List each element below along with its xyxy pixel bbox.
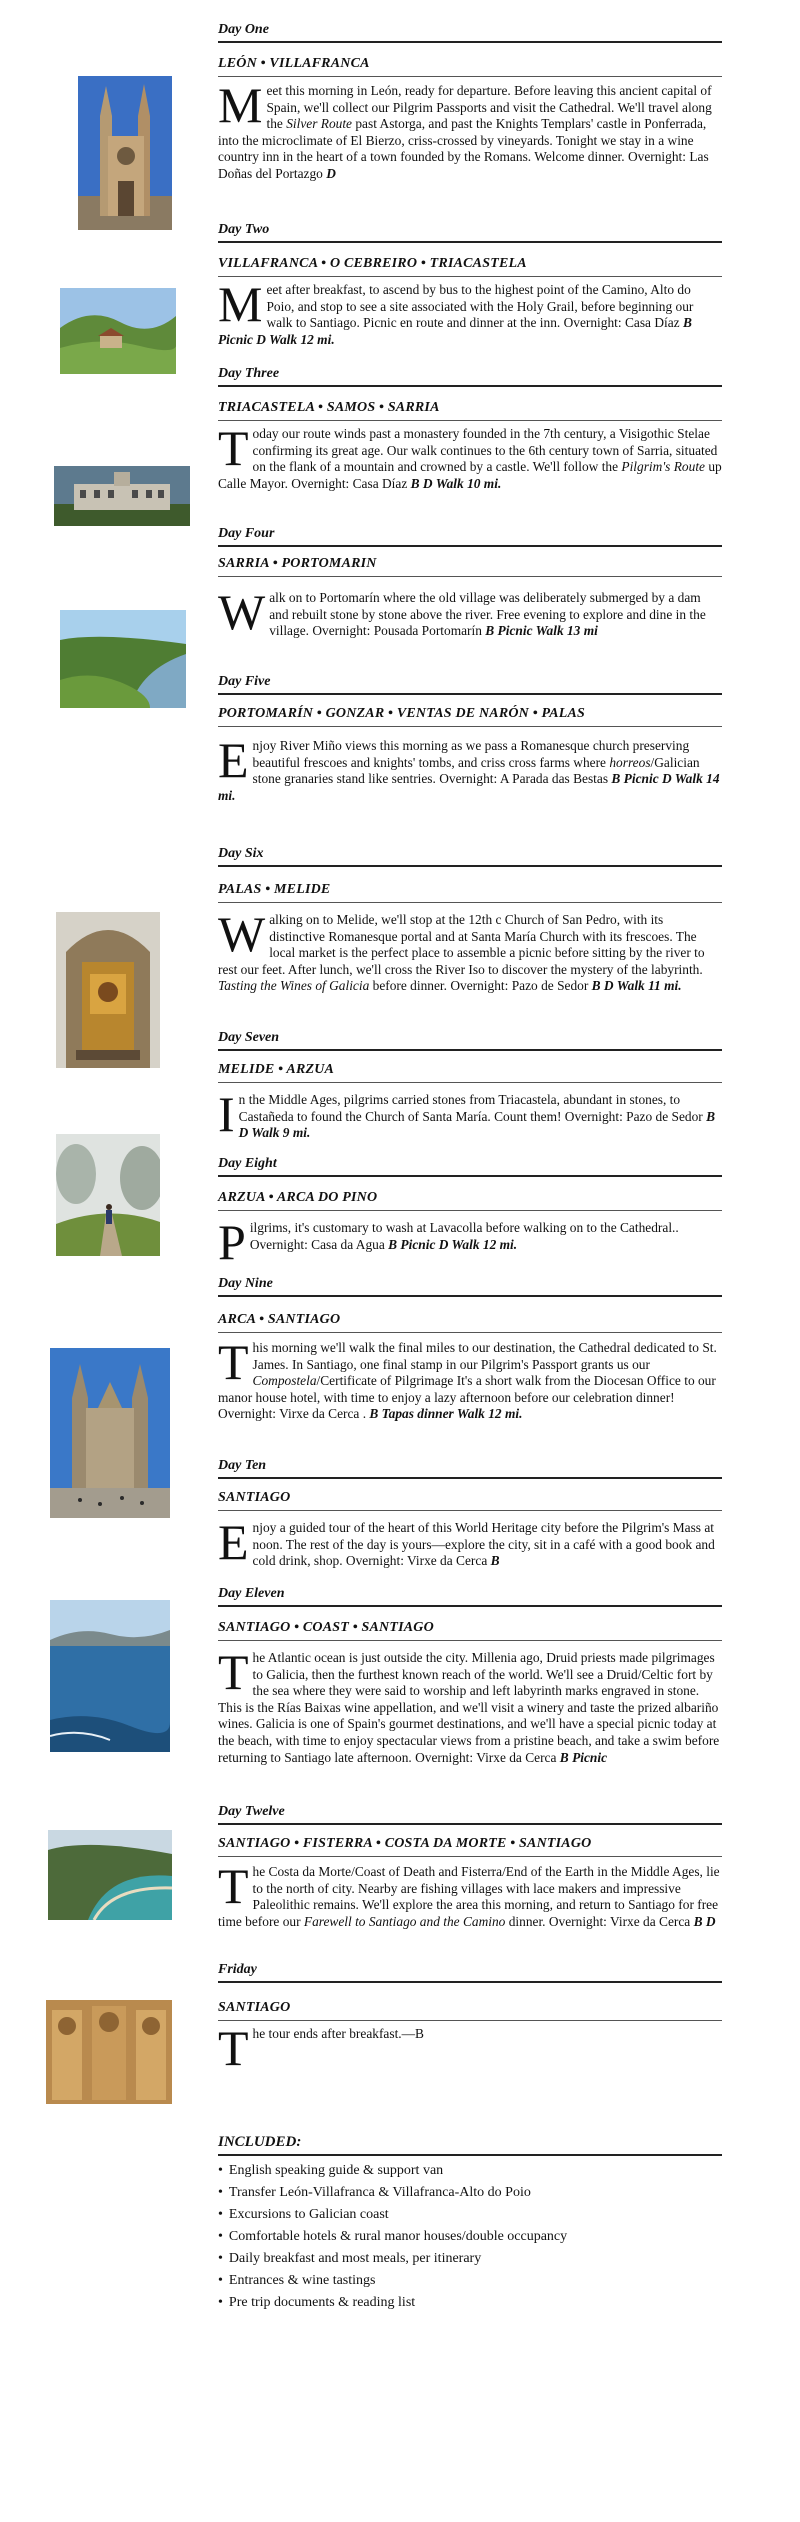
drop-cap: P xyxy=(218,1214,246,1270)
drop-cap: T xyxy=(218,2020,249,2076)
day-label: Day Ten xyxy=(218,1458,722,1479)
day-meals: B D Walk 11 mi. xyxy=(591,978,682,994)
day-description: In the Middle Ages, pilgrims carried stones from Triacastela, abundant in stones, to Castañeda to found the Church of Santa María. Count them! Overnight: Pazo de Sedor B D Walk 9 mi. xyxy=(218,1086,716,1142)
day-meals: B Picnic D Walk 12 mi. xyxy=(388,1236,518,1252)
photo-misty-path xyxy=(56,1134,160,1256)
day-label: Friday xyxy=(218,1962,722,1983)
day-description: Walking on to Melide, we'll stop at the 12th c Church of San Pedro, with its distinctive Romanesque portal and at Santa María Church with its frescoes. The local market is the perfect place to assemble a picnic before sitting by the river to rest our feet. After lunch, we'll cross the River Iso to discover the mystery of the labyrinth. Tasting the Wines of Galicia before dinner. Overnight: Pazo de Sedor B D Walk 11 mi. xyxy=(218,906,705,994)
photo-leon-cathedral xyxy=(78,76,172,230)
day-route: PORTOMARÍN • GONZAR • VENTAS DE NARÓN • PALAS xyxy=(218,706,722,727)
day-label: Day Three xyxy=(218,366,722,387)
drop-cap: I xyxy=(218,1086,235,1142)
day-meals: D xyxy=(326,165,336,181)
day-label: Day Eleven xyxy=(218,1586,722,1607)
photo-fisterra-bay xyxy=(48,1830,172,1920)
day-label: Day Two xyxy=(218,222,722,243)
day-description: Meet this morning in León, ready for departure. Before leaving this ancient capital of Spain, we'll collect our Pilgrim Passports and visit the Cathedral. We'll travel along the Silver Route past Astorga, and past the Knights Templars' castle in Ponferrada, into the microclimate of El Bierzo, criss-crossed by vineyards. Tonight we stay in a wine country inn in the heart of a town founded by the Romans. Welcome dinner. Overnight: Las Doñas del Portazgo D xyxy=(218,77,712,181)
day-meals: B D Walk 9 mi. xyxy=(238,1108,716,1141)
photo-samos-monastery xyxy=(54,466,190,526)
day-route: SANTIAGO • COAST • SANTIAGO xyxy=(218,1620,722,1641)
day-meals: B Picnic xyxy=(559,1749,608,1765)
day-label: Day Seven xyxy=(218,1030,722,1051)
included-item: • Entrances & wine tastings xyxy=(218,2270,567,2292)
day-description: This morning we'll walk the final miles to our destination, the Cathedral dedicated to St. James. In Santiago, one final stamp in our Pilgrim's Passport grants us our Compostela/Certificate of Pilgrimage It's a short walk from the Diocesan Office to our manor house hotel, with time to enjoy a lazy afternoon before our celebration dinner! Overnight: Virxe da Cerca . B Tapas dinner Walk 12 mi. xyxy=(218,1334,717,1422)
day-route: SANTIAGO • FISTERRA • COSTA DA MORTE • SANTIAGO xyxy=(218,1836,722,1857)
included-heading: INCLUDED: xyxy=(218,2134,722,2156)
day-description: The tour ends after breakfast.—B xyxy=(218,2020,424,2076)
day-meals: B Picnic D Walk 12 mi. xyxy=(218,315,692,347)
day-description: Walk on to Portomarín where the old village was deliberately submerged by a dam and rebuilt stone by stone above the river. Free evening to explore and dine in the village. Overnight: Pousada Portomarín B Picnic Walk 13 mi xyxy=(218,584,706,640)
day-route: ARCA • SANTIAGO xyxy=(218,1312,722,1333)
drop-cap: W xyxy=(218,584,266,640)
day-route: MELIDE • ARZUA xyxy=(218,1062,722,1083)
drop-cap: M xyxy=(218,77,263,133)
day-route: TRIACASTELA • SAMOS • SARRIA xyxy=(218,400,722,421)
day-label: Day Nine xyxy=(218,1276,722,1297)
included-item: • Excursions to Galician coast xyxy=(218,2204,567,2226)
photo-villafranca-hills xyxy=(60,288,176,374)
photo-atlantic-coast xyxy=(50,1600,170,1752)
day-route: SARRIA • PORTOMARIN xyxy=(218,556,722,577)
included-item: • English speaking guide & support van xyxy=(218,2160,567,2182)
day-meals: B D Walk 10 mi. xyxy=(410,475,502,491)
day-description: Pilgrims, it's customary to wash at Lavacolla before walking on to the Cathedral.. Overnight: Casa da Agua B Picnic D Walk 12 mi. xyxy=(218,1214,679,1270)
day-route: SANTIAGO xyxy=(218,2000,722,2021)
day-label: Day Twelve xyxy=(218,1804,722,1825)
day-meals: B D xyxy=(693,1913,716,1929)
day-description: Enjoy River Miño views this morning as we pass a Romanesque church preserving beautiful frescoes and knights' tombs, and criss cross farms where horreos/Galician stone granaries stand like sentries. Overnight: A Parada das Bestas B Picnic D Walk 14 mi. xyxy=(218,732,720,803)
included-item: • Comfortable hotels & rural manor houses/double occupancy xyxy=(218,2226,567,2248)
drop-cap: T xyxy=(218,1644,249,1700)
day-description: Meet after breakfast, to ascend by bus to the highest point of the Camino, Alto do Poio, and stop to see a site associated with the Holy Grail, before beginning our walk to Santiago. Picnic en route and dinner at the inn. Overnight: Casa Díaz B Picnic D Walk 12 mi. xyxy=(218,276,694,347)
day-meals: B xyxy=(490,1553,500,1569)
drop-cap: E xyxy=(218,732,249,788)
drop-cap: T xyxy=(218,1334,249,1390)
included-item: • Daily breakfast and most meals, per itinerary xyxy=(218,2248,567,2270)
day-description: Enjoy a guided tour of the heart of this World Heritage city before the Pilgrim's Mass at noon. The rest of the day is yours—explore the city, sit in a café with a good book and cold drink, shop. Overnight: Virxe da Cerca B xyxy=(218,1514,715,1570)
day-route: SANTIAGO xyxy=(218,1490,722,1511)
day-route: PALAS • MELIDE xyxy=(218,882,722,903)
drop-cap: M xyxy=(218,276,263,332)
day-route: VILLAFRANCA • O CEBREIRO • TRIACASTELA xyxy=(218,256,722,277)
day-label: Day Eight xyxy=(218,1156,722,1177)
day-meals: B Tapas dinner Walk 12 mi. xyxy=(369,1406,523,1422)
drop-cap: E xyxy=(218,1514,249,1570)
day-route: ARZUA • ARCA DO PINO xyxy=(218,1190,722,1211)
day-label: Day Four xyxy=(218,526,722,547)
day-label: Day Five xyxy=(218,674,722,695)
drop-cap: W xyxy=(218,906,266,962)
drop-cap: T xyxy=(218,1858,249,1914)
day-description: The Atlantic ocean is just outside the city. Millenia ago, Druid priests made pilgrimages to Galicia, then the furthest known reach of the world. We'll see a Druid/Celtic fort by the sea where they were said to worship and left labyrinth marks engraved in stone. This is the Rías Baixas wine appellation, and we'll visit a winery and taste the prized albariño wines. Galicia is one of Spain's gourmet destinations, and we'll have a special picnic today at the beach, with time to enjoy spectacular views from a pristine beach, and take a swim before returning to Santiago late afternoon. Overnight: Virxe da Cerca B Picnic xyxy=(218,1644,720,1765)
day-route: LEÓN • VILLAFRANCA xyxy=(218,56,722,77)
included-item: • Pre trip documents & reading list xyxy=(218,2292,567,2314)
day-label: Day Six xyxy=(218,846,722,867)
photo-portomarin-river xyxy=(60,610,186,708)
photo-santiago-cathedral xyxy=(50,1348,170,1518)
drop-cap: T xyxy=(218,420,249,476)
day-meals: B Picnic D Walk 14 mi. xyxy=(218,771,720,803)
photo-melide-church-altar xyxy=(56,912,160,1068)
photo-stone-saints-carving xyxy=(46,2000,172,2104)
included-list xyxy=(218,2160,567,2314)
day-meals: B Picnic Walk 13 mi xyxy=(485,623,598,639)
day-description: Today our route winds past a monastery founded in the 7th century, a Visigothic Stelae confirming its great age. Our walk continues to the 6th century town of Sarria, situated on the flank of a mountain and crowned by a castle. We'll follow the Pilgrim's Route up Calle Mayor. Overnight: Casa Díaz B D Walk 10 mi. xyxy=(218,420,722,491)
included-item: • Transfer León-Villafranca & Villafranca-Alto do Poio xyxy=(218,2182,567,2204)
day-label: Day One xyxy=(218,22,722,43)
day-description: The Costa da Morte/Coast of Death and Fisterra/End of the Earth in the Middle Ages, lie to the north of city. Nearby are fishing villages with lace makers and impressive Paleolithic remains. We'll explore the area this morning, and return to Santiago for free time before our Farewell to Santiago and the Camino dinner. Overnight: Virxe da Cerca B D xyxy=(218,1858,720,1929)
